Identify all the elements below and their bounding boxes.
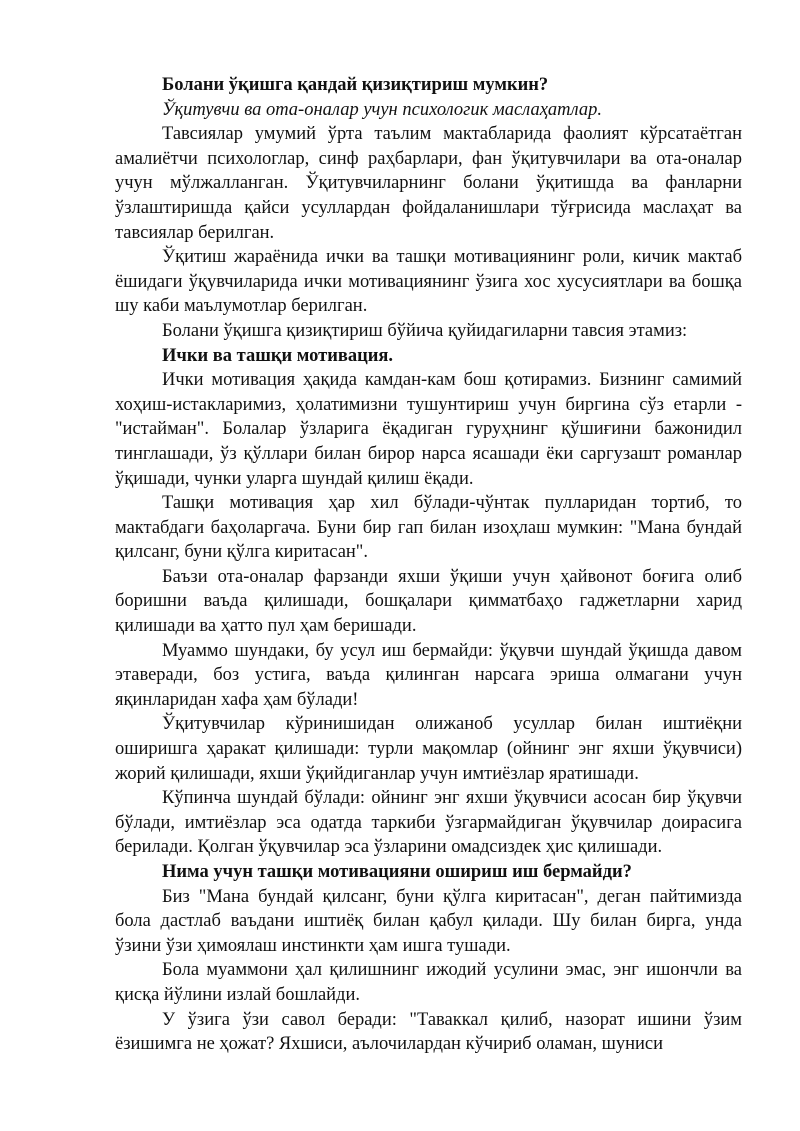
paragraph: Болани ўқишга қизиқтириш бўйича қуйидагиларни тавсия этамиз: bbox=[162, 320, 688, 341]
paragraph: Ички мотивация ҳақида камдан-кам бош қотирамиз. Бизнинг самимий хоҳиш-истакларимиз, ҳолатимизни тушунтириш учун биргина сўз етарли - "истайман". Болалар ўзларига ёқадиган гуруҳнинг қўшиғини бажонидил тинглашади, ўз қўллари билан бирор нарса ясашади ёки саргузашт романлар ўқишади, чунки уларга шундай қилиш ёқади. bbox=[115, 370, 742, 489]
paragraph: У ўзига ўзи савол беради: "Таваккал қилиб, назорат ишини ўзим ёзишимга не ҳожат? Яхшиси, аълочилардан кўчириб оламан, шуниси bbox=[115, 1009, 742, 1055]
paragraph: Биз "Мана бундай қилсанг, буни қўлга киритасан", деган пайтимизда бола дастлаб ваъдани иштиёқ билан қабул қилади. Шу билан бирга, унда ўзини ўзи ҳимоялаш инстинкти ҳам ишга тушади. bbox=[115, 886, 742, 956]
paragraph: Ўқитувчилар кўринишидан олижаноб усуллар билан иштиёқни оширишга ҳаракат қилишади: турли мақомлар (ойнинг энг яхши ўқувчиси) жорий қилишади, яхши ўқийдиганлар учун имтиёзлар яратишади. bbox=[115, 714, 742, 784]
paragraph: Ўқитиш жараёнида ички ва ташқи мотивациянинг роли, кичик мактаб ёшидаги ўқувчиларида ички мотивациянинг ўзига хос хусусиятлари ва бошқа шу каби маълумотлар берилган. bbox=[115, 247, 742, 317]
paragraph: Кўпинча шундай бўлади: ойнинг энг яхши ўқувчиси асосан бир ўқувчи бўлади, имтиёзлар эса одатда таркиби ўзгармайдиган ўқувчилар доирасига берилади. Қолган ўқувчилар эса ўзларини омадсиздек ҳис қилишади. bbox=[115, 788, 742, 858]
paragraph: Тавсиялар умумий ўрта таълим мактабларида фаолият кўрсатаётган амалиётчи психологлар, синф раҳбарлари, фан ўқитувчилари ва ота-оналар учун мўлжалланган. Ўқитувчиларнинг болани ўқитишда ва фанларни ўзлаштиришда қайси усуллардан фойдаланишлари тўғрисида маслаҳат ва тавсиялар берилган. bbox=[115, 124, 742, 243]
paragraph: Бола муаммони ҳал қилишнинг ижодий усулини эмас, энг ишончли ва қисқа йўлини излай бошлайди. bbox=[115, 960, 742, 1005]
document-title: Болани ўқишга қандай қизиқтириш мумкин? bbox=[162, 75, 549, 95]
paragraph: Баъзи ота-оналар фарзанди яхши ўқиши учун ҳайвонот боғига олиб боришни ваъда қилишади, бошқалари қимматбаҳо гаджетларни харид қилишади ва ҳатто пул ҳам беришади. bbox=[115, 566, 742, 637]
section-heading: Нима учун ташқи мотивацияни ошириш иш бермайди? bbox=[162, 862, 632, 882]
paragraph: Ташқи мотивация ҳар хил бўлади-чўнтак пулларидан тортиб, то мактабдаги баҳоларгача. Буни бир гап билан изоҳлаш мумкин: "Мана бундай қилсанг, буни қўлга киритасан". bbox=[115, 493, 742, 563]
section-heading: Ички ва ташқи мотивация. bbox=[162, 345, 394, 366]
document-subtitle: Ўқитувчи ва ота-оналар учун психологик маслаҳатлар. bbox=[162, 99, 602, 120]
paragraph: Муаммо шундаки, бу усул иш бермайди: ўқувчи шундай ўқишда давом этаверади, боз устига, ваъда қилинган нарсага эриша олмагани учун яқинларидан хафа ҳам бўлади! bbox=[115, 640, 742, 710]
